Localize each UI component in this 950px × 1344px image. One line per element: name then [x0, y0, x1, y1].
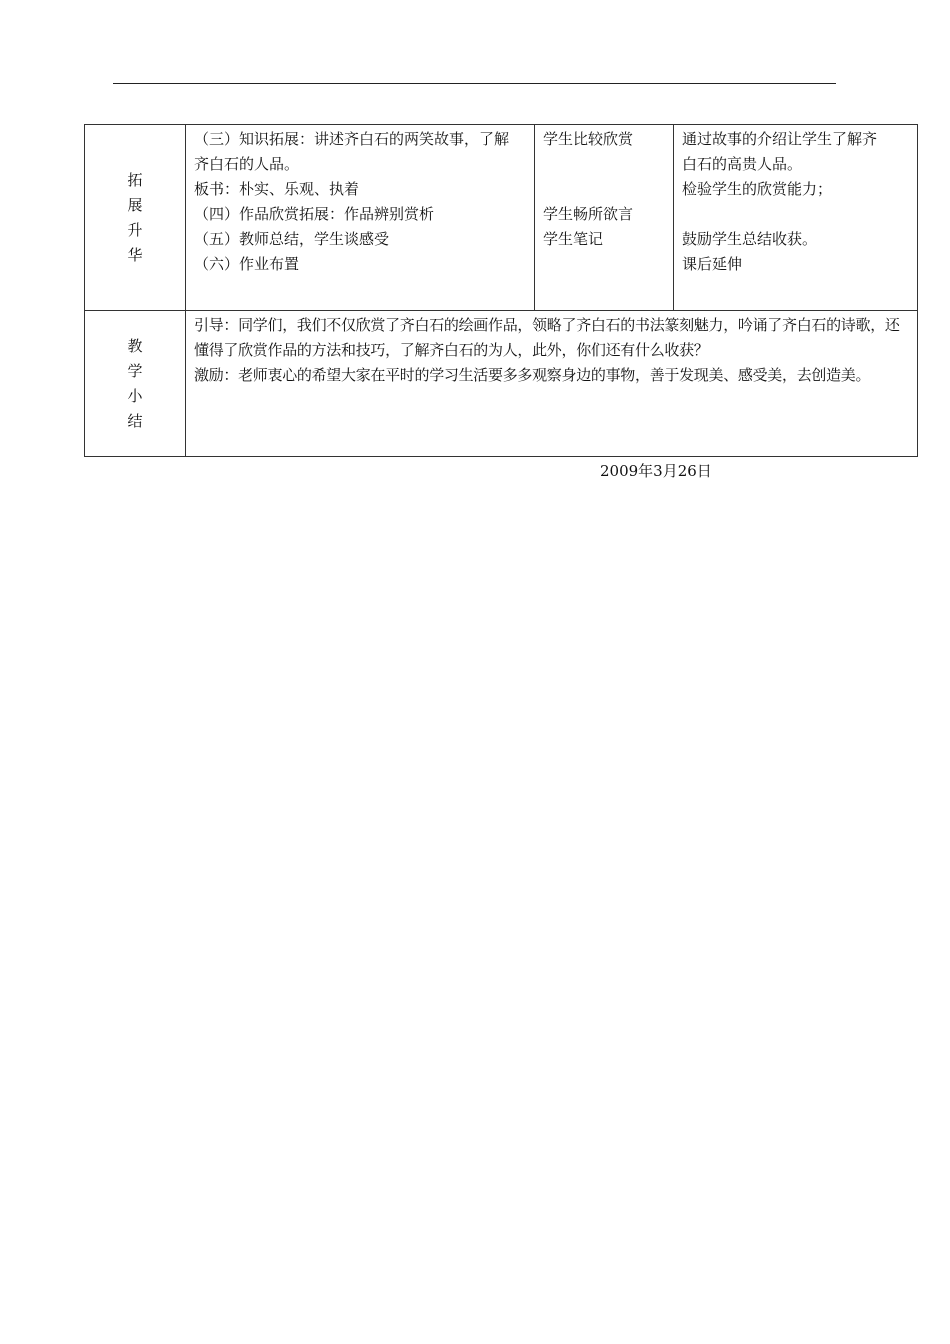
purpose-line: 检验学生的欣赏能力； [682, 180, 833, 198]
header-rule [113, 83, 836, 84]
student-line: 学生笔记 [543, 230, 604, 248]
table-row-summary [85, 311, 918, 457]
summary-guide: 引导：同学们，我们不仅欣赏了齐白石的绘画作品，领略了齐白石的书法篆刻魅力，吟诵了齐白石的诗歌，还懂得了欣赏作品的方法和技巧，了解齐白石的为人，此外，你们还有什么收获？ [194, 316, 900, 359]
design-purpose-cell [674, 125, 918, 311]
student-line: 学生畅所欲言 [543, 205, 634, 223]
row-label-summary [85, 311, 186, 457]
process-line: （五）教师总结，学生谈感受 [194, 230, 390, 248]
table-row-extension [85, 125, 918, 311]
row-label-text: 拓展升华 [127, 170, 143, 264]
teaching-process-cell [186, 125, 535, 311]
purpose-line: 课后延伸 [682, 255, 743, 273]
student-line: 学生比较欣赏 [543, 130, 634, 148]
summary-cell [186, 311, 918, 457]
process-line: 板书：朴实、乐观、执着 [194, 180, 360, 198]
row-label-text: 教学小结 [127, 336, 143, 430]
process-line: （六）作业布置 [194, 255, 300, 273]
document-date: 2009年3月26日 [600, 462, 712, 480]
student-activity-cell [535, 125, 674, 311]
process-line: （四）作品欣赏拓展：作品辨别赏析 [194, 205, 435, 223]
lesson-plan-table [84, 124, 918, 457]
process-line: （三）知识拓展：讲述齐白石的两笑故事，了解 [194, 130, 510, 148]
purpose-line: 通过故事的介绍让学生了解齐 [682, 130, 878, 148]
row-label-extension [85, 125, 186, 311]
summary-encourage: 激励：老师衷心的希望大家在平时的学习生活要多多观察身边的事物，善于发现美、感受美，去创造美。 [194, 366, 871, 384]
purpose-line: 鼓励学生总结收获。 [682, 230, 818, 248]
process-line: 齐白石的人品。 [194, 155, 300, 173]
purpose-line: 白石的高贵人品。 [682, 155, 803, 173]
